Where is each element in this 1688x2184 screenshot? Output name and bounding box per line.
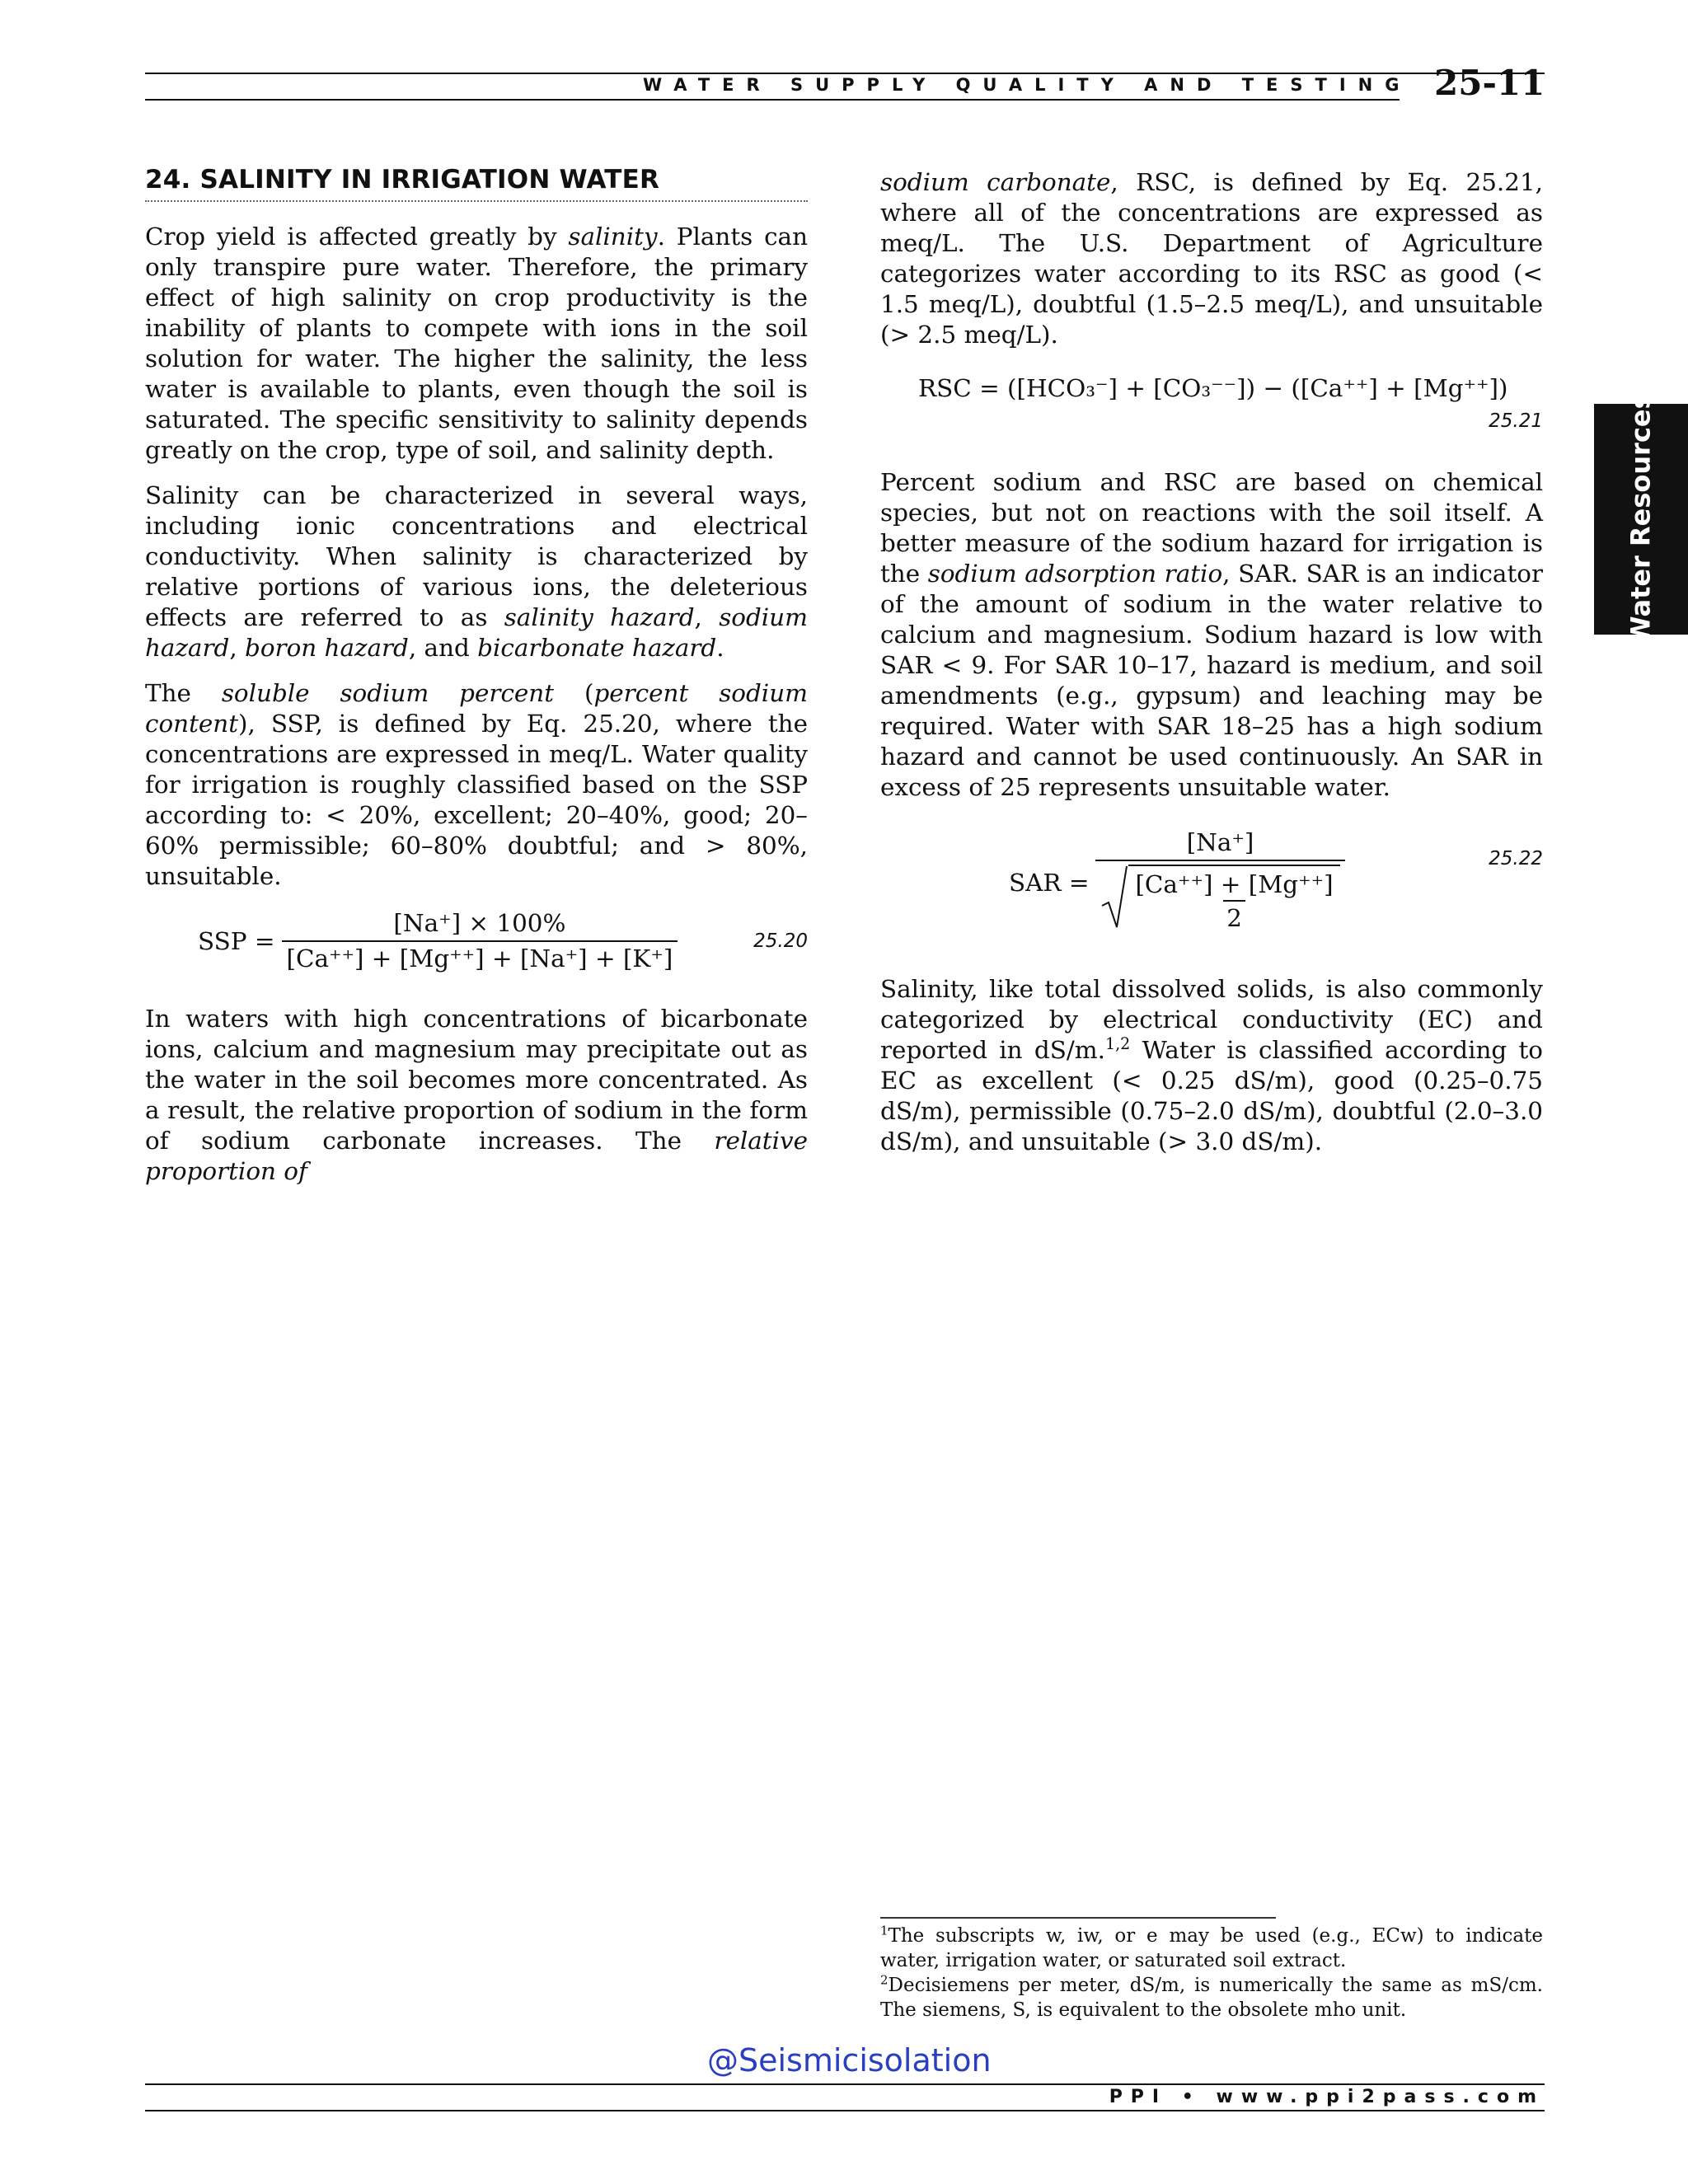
eq-2520-numerator: [Na⁺] × 100% (393, 909, 566, 937)
footnote-rule (880, 1917, 1276, 1919)
eq-2522-number: 25.22 (1489, 848, 1543, 869)
running-head: WATER SUPPLY QUALITY AND TESTING (643, 75, 1412, 95)
footer-rule-top (145, 2083, 1545, 2085)
side-tab-label: Water Resources (1625, 393, 1658, 645)
header-rule-bottom (145, 99, 1400, 101)
eq-2522-denominator (1095, 860, 1344, 938)
section-heading: 24. SALINITY IN IRRIGATION WATER (145, 165, 808, 202)
eq-2520-lhs: SSP = (198, 926, 275, 955)
paragraph-crop-yield: Crop yield is affected greatly by salinity. Plants can only transpire pure water. Therefore, the primary effect of high salinity on crop productivity is the inability of plants to compete with ions in the soil solution for water. The higher the salinity, the less water is available to plants, even though the soil is saturated. The specific sensitivity to salinity depends greatly on the crop, type of soil, and salinity depth. (145, 223, 808, 464)
paragraph-ssp: The soluble sodium percent (percent sodium content), SSP, is defined by Eq. 25.20, where the concentrations are expressed in meq/L. Water quality for irrigation is roughly classified based on the SSP according to: < 20%, excellent; 20–40%, good; 20–60% permissible; 60–80% doubtful; and > 80%, unsuitable. (145, 679, 808, 890)
footnote-1: $^1$The subscripts w, iw, or e may be used (e.g., ECw) to indicate water, irrigation water, or saturated soil extract. (880, 1923, 1543, 1971)
eq-2522-numerator: [Na⁺] (1186, 828, 1254, 856)
left-column (145, 165, 808, 1202)
watermark-text: @Seismicisolation (707, 2042, 992, 2079)
side-tab[interactable] (1594, 393, 1688, 645)
footer-rule-bottom (145, 2110, 1545, 2111)
paragraph-sar: Percent sodium and RSC are based on chemical species, but not on reactions with the soil itself. A better measure of the sodium hazard for irrigation is the sodium adsorption ratio, SAR. SAR is an indicator of the amount of sodium in the water relative to calcium and magnesium. Sodium hazard is low with SAR < 9. For SAR 10–17, hazard is medium, and soil amendments (e.g., gypsum) and leaching may be required. Water with SAR 18–25 has a high sodium hazard and cannot be used continuously. An SAR in excess of 25 represents unsuitable water. (880, 468, 1544, 801)
footnote-2: $^2$Decisiemens per meter, dS/m, is numerically the same as mS/cm. The siemens, S, is equivalent to the obsolete mho unit. (880, 1972, 1543, 2021)
paragraph-salinity-characterized: Salinity can be characterized in several ways, including ionic concentrations and electrical conductivity. When salinity is characterized by relative portions of various ions, the deleterious effects are referred to as salinity hazard, sodium hazard, boron hazard, and bicarbonate hazard. (145, 481, 808, 662)
radical-icon (1100, 865, 1128, 930)
paragraph-ec: Salinity, like total dissolved solids, is also commonly categorized by electrical conductivity (EC) and reported in dS/m.$^{1,2}$ Water is classified according to EC as excellent (< 0.25 dS/m), good (0.25–0.75 dS/m), permissible (0.75–2.0 dS/m), doubtful (2.0–3.0 dS/m), and unsuitable (> 3.0 dS/m). (880, 975, 1543, 1155)
eq-2521-number: 25.21 (1489, 410, 1543, 432)
equation-25-21 (880, 373, 1543, 434)
footer-text: PPI • www.ppi2pass.com (1109, 2087, 1545, 2107)
eq-2522-lhs: SAR = (1009, 868, 1090, 897)
eq-2521-expression: RSC = ([HCO₃⁻] + [CO₃⁻⁻]) − ([Ca⁺⁺] + [Mg⁺⁺]) (918, 374, 1508, 402)
eq-2520-fraction (282, 908, 678, 974)
eq-2522-inner-numerator: [Ca⁺⁺] + [Mg⁺⁺] (1135, 870, 1334, 898)
right-column (880, 167, 1543, 1172)
eq-2520-number: 25.20 (753, 930, 808, 952)
paragraph-bicarbonate: In waters with high concentrations of bicarbonate ions, calcium and magnesium may precipitate out as the water in the soil becomes more concentrated. As a result, the relative proportion of sodium in the form of sodium carbonate increases. The relative proportion of (145, 1005, 808, 1185)
footnotes (880, 1924, 1543, 2022)
eq-2522-fraction (1095, 827, 1344, 938)
eq-2522-sqrt (1100, 865, 1339, 934)
equation-25-22 (880, 827, 1543, 935)
eq-2520-denominator: [Ca⁺⁺] + [Mg⁺⁺] + [Na⁺] + [K⁺] (282, 940, 678, 974)
eq-2522-inner-denominator: 2 (1223, 900, 1245, 934)
equation-25-20 (145, 908, 808, 972)
page-number: 25-11 (1434, 63, 1545, 103)
header-rule-top (145, 73, 1545, 74)
paragraph-rsc: sodium carbonate, RSC, is defined by Eq. 25.21, where all of the concentrations are expressed as meq/L. The U.S. Department of Agriculture categorizes water according to its RSC as good (< 1.5 meq/L), doubtful (1.5–2.5 meq/L), and unsuitable (> 2.5 meq/L). (880, 168, 1543, 349)
